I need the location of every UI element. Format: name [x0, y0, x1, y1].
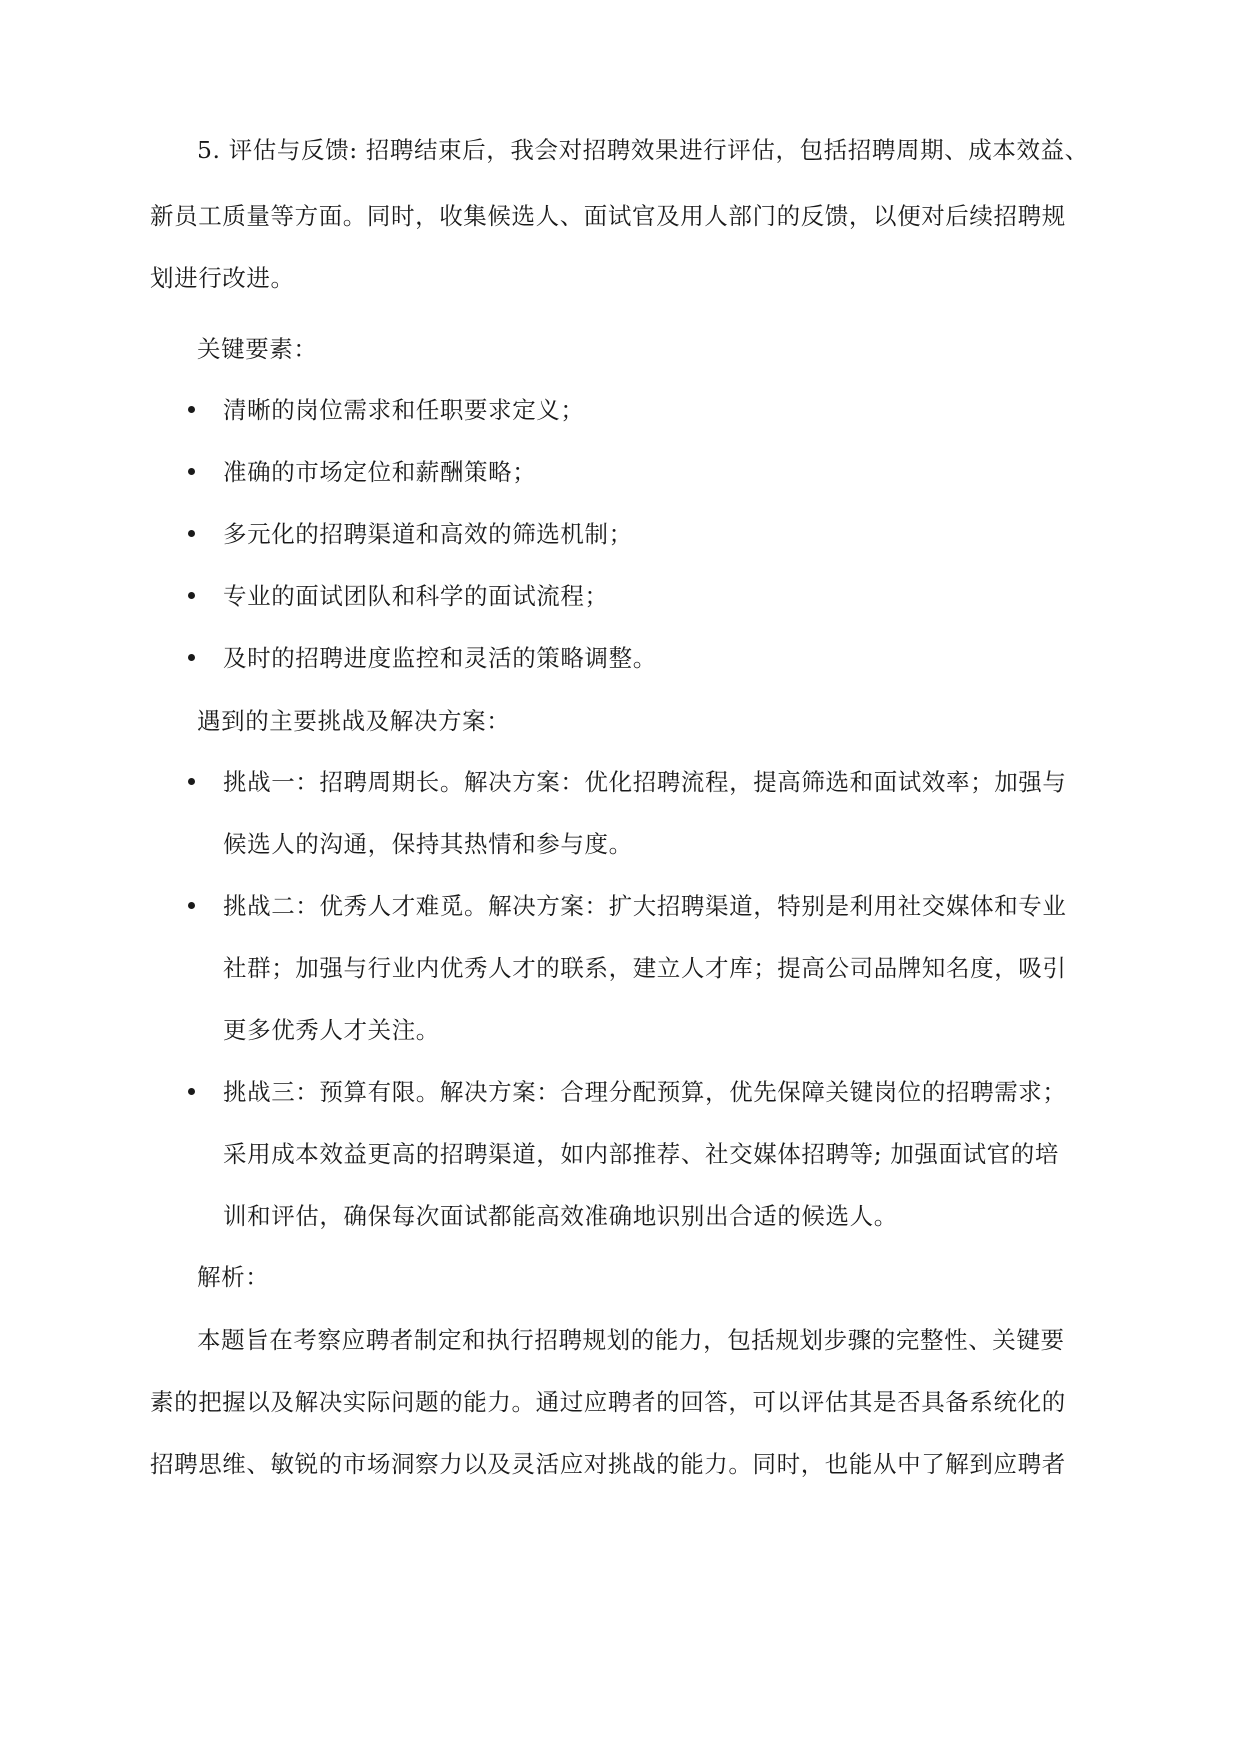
bullet-icon [188, 1088, 195, 1095]
challenge-1-line-1: 挑战一：招聘周期长。解决方案：优化招聘流程，提高筛选和面试效率；加强与 [223, 768, 1067, 796]
paragraph-5-line-3: 划进行改进。 [150, 264, 295, 292]
analysis-line-2: 素的把握以及解决实际问题的能力。通过应聘者的回答，可以评估其是否具备系统化的 [150, 1388, 1066, 1416]
key-elements-heading: 关键要素： [197, 335, 318, 363]
paragraph-5-line-2: 新员工质量等方面。同时，收集候选人、面试官及用人部门的反馈，以便对后续招聘规 [150, 202, 1066, 230]
challenge-3-line-3: 训和评估，确保每次面试都能高效准确地识别出合适的候选人。 [223, 1202, 898, 1230]
bullet-icon [188, 654, 195, 661]
analysis-line-3: 招聘思维、敏锐的市场洞察力以及灵活应对挑战的能力。同时，也能从中了解到应聘者 [150, 1450, 1066, 1478]
key-element-item: 准确的市场定位和薪酬策略； [223, 458, 537, 486]
key-element-item: 及时的招聘进度监控和灵活的策略调整。 [223, 644, 657, 672]
bullet-icon [188, 530, 195, 537]
key-element-item: 多元化的招聘渠道和高效的筛选机制； [223, 520, 633, 548]
key-element-item: 清晰的岗位需求和任职要求定义； [223, 396, 585, 424]
challenge-1-line-2: 候选人的沟通，保持其热情和参与度。 [223, 830, 633, 858]
bullet-icon [188, 592, 195, 599]
challenge-2-line-2: 社群；加强与行业内优秀人才的联系，建立人才库；提高公司品牌知名度，吸引 [223, 954, 1067, 982]
key-element-item: 专业的面试团队和科学的面试流程； [223, 582, 609, 610]
analysis-line-1: 本题旨在考察应聘者制定和执行招聘规划的能力，包括规划步骤的完整性、关键要 [197, 1326, 1065, 1354]
challenge-3-line-2: 采用成本效益更高的招聘渠道，如内部推荐、社交媒体招聘等; 加强面试官的培 [223, 1140, 1059, 1168]
bullet-icon [188, 468, 195, 475]
bullet-icon [188, 778, 195, 785]
paragraph-5-line-1: 5. 评估与反馈: 招聘结束后，我会对招聘效果进行评估，包括招聘周期、成本效益、 [197, 136, 1089, 164]
bullet-icon [188, 406, 195, 413]
challenge-2-line-1: 挑战二：优秀人才难觅。解决方案：扩大招聘渠道，特别是利用社交媒体和专业 [223, 892, 1067, 920]
analysis-heading: 解析： [197, 1263, 270, 1291]
challenges-heading: 遇到的主要挑战及解决方案： [197, 707, 511, 735]
challenge-3-line-1: 挑战三：预算有限。解决方案：合理分配预算，优先保障关键岗位的招聘需求； [223, 1078, 1067, 1106]
challenge-2-line-3: 更多优秀人才关注。 [223, 1016, 440, 1044]
bullet-icon [188, 902, 195, 909]
